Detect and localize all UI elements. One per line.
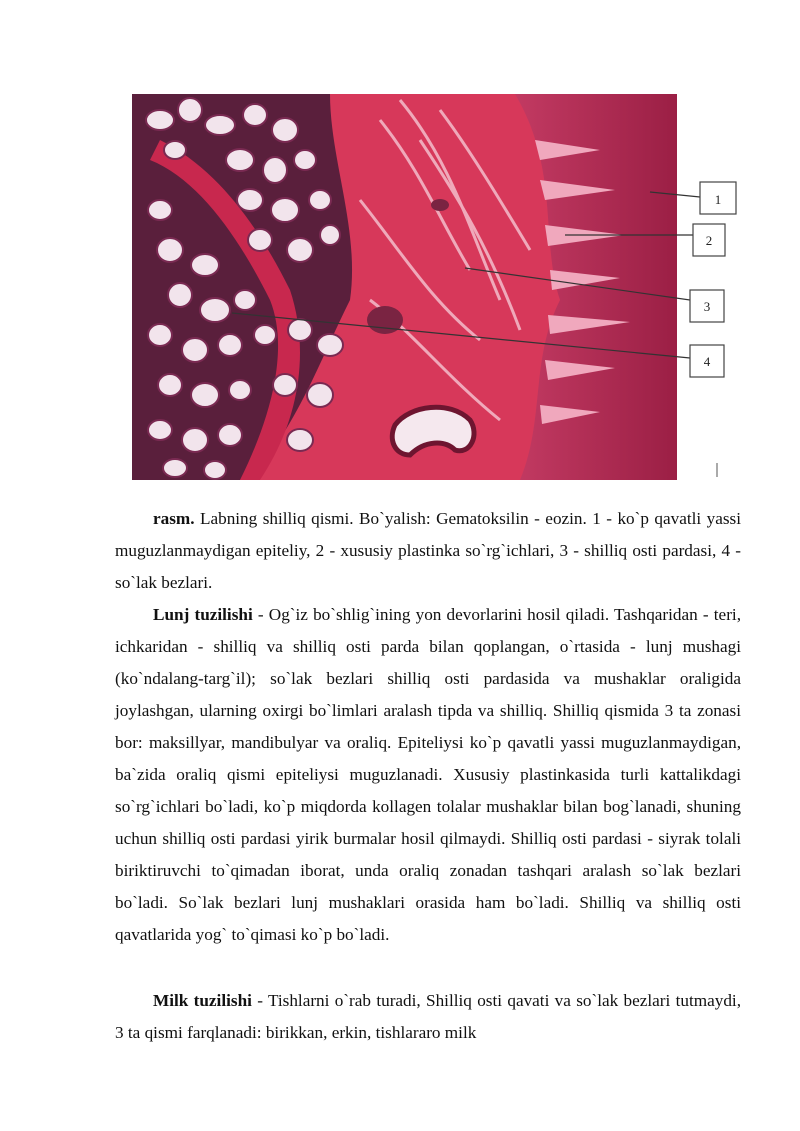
callout-4 [690,345,724,377]
small-vessel [431,199,449,211]
paragraph-lunj [115,599,741,951]
caption-text: Labning shilliq qismi. Bo`yalish: Gematoksilin - eozin. 1 - ko`p qavatli yassi muguzlanmaydigan epiteliy, 2 - xususiy plastinka so`rg`ichlari, 3 - shilliq osti pardasi, 4 - so`lak bezlari. [115,509,741,592]
milk-text: - Tishlarni o`rab turadi, Shilliq osti qavati va so`lak bezlari tutmaydi, 3 ta qismi farqlanadi: birikkan, erkin, tishlararo milk [115,991,741,1042]
svg-text:2: 2 [705,233,713,248]
svg-text:1: 1 [714,192,722,207]
histology-figure [0,0,800,490]
milk-heading: Milk tuzilishi [153,991,252,1010]
lunj-heading: Lunj tuzilishi [153,605,253,624]
callout-1 [700,182,736,214]
caption-label: rasm. [153,509,195,528]
micrograph-svg [0,0,800,490]
svg-text:3: 3 [703,299,711,314]
callout-3 [690,290,724,322]
lunj-text: - Og`iz bo`shlig`ining yon devorlarini hosil qiladi. Tashqaridan - teri, ichkaridan - shilliq va shilliq osti parda bilan qoplangan, o`rtasida - lunj mushagi (ko`ndalang-targ`il); so`lak bezlari shilliq osti pardasida va mushaklar oraligida joylashgan, ularning oxirgi bo`limlari aralash tipda va shilliq. Shilliq qismida 3 ta zonasi bor: maksillyar, mandibulyar va oraliq. Epiteliysi ko`p qavatli yassi muguzlanmaydigan, ba`zida oraliq qismi epiteliysi muguzlanadi. Xususiy plastinkasida turli kattalikdagi so`rg`ichlari bo`ladi, ko`p miqdorda kollagen tolalar mushaklar bilan bog`lanadi, shuning uchun shilliq osti pardasi yirik burmalar hosil qilmaydi. Shilliq osti pardasi - siyrak tolali biriktiruvchi to`qimadan iborat, unda oraliq zonadan tashqari aralash so`lak bezlari bo`ladi. So`lak bezlari lunj mushaklari orasida ham bo`ladi. Shilliq va shilliq osti qavatlarida yog` to`qimasi ko`p bo`ladi. [115,605,741,944]
paragraph-milk [115,985,741,1049]
svg-text:4: 4 [703,354,711,369]
figure-caption [115,503,741,599]
callout-2 [693,224,725,256]
